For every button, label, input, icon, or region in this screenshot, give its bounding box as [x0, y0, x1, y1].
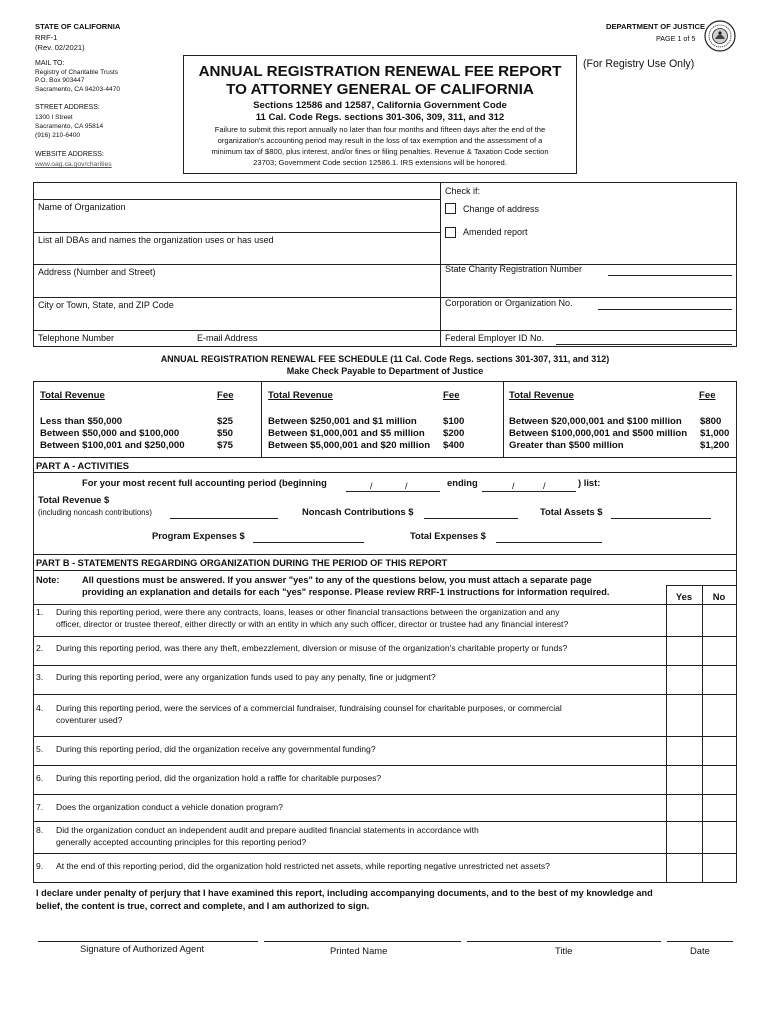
divider: [736, 381, 737, 457]
question-number: 4.: [36, 703, 44, 713]
divider: [33, 381, 737, 382]
charity-registration-label: State Charity Registration Number: [445, 264, 583, 274]
mail-line: Sacramento, CA 94203-4470: [35, 86, 121, 93]
divider: [33, 570, 737, 571]
question-text: During this reporting period, were the services of a commercial fundraiser, fundraising counsel for charitable purposes, or commercial: [56, 703, 562, 713]
divider: [33, 736, 737, 737]
city-state-zip-input[interactable]: [36, 312, 436, 326]
question-number: 7.: [36, 802, 44, 812]
department-label: DEPARTMENT OF JUSTICE: [606, 22, 706, 31]
check-if-label: Check if:: [445, 186, 481, 196]
date-slash: /: [543, 481, 546, 491]
corporation-number-label: Corporation or Organization No.: [445, 298, 573, 308]
form-id: RRF-1: [35, 33, 58, 42]
question-number: 5.: [36, 744, 44, 754]
divider: [33, 694, 737, 695]
fee-schedule-title: ANNUAL REGISTRATION RENEWAL FEE SCHEDULE (11 Cal. Code Regs. sections 301-307, 311, and 312): [160, 354, 610, 364]
website-label: WEBSITE ADDRESS:: [35, 151, 104, 158]
notice-line: organization's accounting period may result in the loss of tax exemption and the assessment of a: [217, 136, 543, 145]
fee-amount: $400: [443, 440, 465, 451]
part-b-heading: PART B - STATEMENTS REGARDING ORGANIZATION DURING THE PERIOD OF THIS REPORT: [36, 558, 448, 568]
date-label: Date: [690, 945, 710, 956]
q7-no-cell[interactable]: [703, 795, 736, 820]
question-number: 6.: [36, 773, 44, 783]
fee-col-header: Fee: [699, 390, 716, 401]
total-expenses-input[interactable]: [496, 542, 602, 543]
fee-range: Between $50,000 and $100,000: [40, 428, 180, 439]
city-state-zip-label: City or Town, State, and ZIP Code: [38, 300, 174, 310]
date-slash: /: [512, 481, 515, 491]
q7-yes-cell[interactable]: [667, 795, 701, 820]
list-label: ) list:: [578, 477, 601, 488]
notice-line: Failure to submit this report annually no later than four months and fifteen days after the end of the: [214, 125, 546, 134]
date-slash: /: [370, 481, 373, 491]
fee-schedule-payable: Make Check Payable to Department of Justice: [286, 366, 484, 376]
divider: [503, 381, 504, 457]
charity-registration-input[interactable]: [608, 275, 732, 276]
divider: [33, 381, 34, 457]
total-expenses-label: Total Expenses $: [410, 530, 486, 541]
question-number: 1.: [36, 607, 44, 617]
mail-line: Registry of Charitable Trusts: [35, 69, 119, 76]
mail-line: P.O. Box 903447: [35, 77, 85, 84]
fee-amount: $800: [700, 416, 722, 427]
question-text: At the end of this reporting period, did the organization hold restricted net assets, while reporting negative unrestricted net assets?: [56, 861, 550, 871]
statute-sections: Sections 12586 and 12587, California Government Code: [253, 100, 507, 111]
period-end-input[interactable]: [482, 491, 576, 492]
signature-line: [38, 941, 258, 942]
printed-name-field[interactable]: [264, 920, 461, 940]
question-text: During this reporting period, were there any contracts, loans, leases or other financial transactions between the organization and any: [56, 607, 560, 617]
fee-amount: $25: [217, 416, 234, 427]
q5-yes-cell[interactable]: [667, 737, 701, 764]
question-text: During this reporting period, did the organization hold a raffle for charitable purposes?: [56, 773, 382, 783]
q3-yes-cell[interactable]: [667, 666, 701, 693]
street-line: 1300 I Street: [35, 114, 73, 121]
org-name-input[interactable]: [36, 214, 436, 228]
state-seal-icon: [704, 20, 736, 52]
q2-no-cell[interactable]: [703, 637, 736, 664]
fee-range: Between $20,000,001 and $100 million: [509, 416, 682, 427]
fee-range: Between $5,000,001 and $20 million: [268, 440, 431, 451]
divider: [261, 381, 262, 457]
fee-col-header: Fee: [217, 390, 234, 401]
q8-no-cell[interactable]: [703, 822, 736, 852]
divider: [33, 636, 737, 637]
note-line: All questions must be answered. If you answer "yes" to any of the questions below, you must attach a separate page: [82, 575, 592, 585]
state-label: STATE OF CALIFORNIA: [35, 22, 121, 31]
divider: [33, 794, 737, 795]
fein-input[interactable]: [556, 344, 732, 345]
note-line: providing an explanation and details for each "yes" response. Please review RRF-1 instructions for information required.: [82, 587, 610, 597]
corporation-number-input[interactable]: [598, 309, 732, 310]
divider: [33, 346, 737, 347]
change-of-address-checkbox[interactable]: [445, 203, 456, 214]
q4-no-cell[interactable]: [703, 695, 736, 735]
period-label: For your most recent full accounting period (beginning: [82, 477, 327, 488]
divider: [33, 457, 737, 458]
form-title-line2: TO ATTORNEY GENERAL OF CALIFORNIA: [226, 81, 534, 98]
divider: [666, 585, 736, 586]
divider: [33, 199, 440, 200]
fee-amount: $75: [217, 440, 234, 451]
signature-label: Signature of Authorized Agent: [80, 943, 205, 954]
q4-yes-cell[interactable]: [667, 695, 701, 735]
telephone-label: Telephone Number: [38, 333, 115, 343]
change-of-address-label: Change of address: [463, 204, 540, 214]
page-number: PAGE 1 of 5: [656, 34, 696, 43]
question-text: During this reporting period, was there any theft, embezzlement, diversion or misuse of the organization's charitable property or funds?: [56, 643, 568, 653]
website-link[interactable]: www.oag.ca.gov/charities: [35, 161, 112, 168]
declaration-line: I declare under penalty of perjury that I have examined this report, including accompanying documents, and to the best of my knowledge and: [36, 888, 653, 898]
q1-no-cell[interactable]: [703, 605, 736, 635]
fee-amount: $200: [443, 428, 465, 439]
question-text: generally accepted accounting principles for this reporting period?: [56, 837, 307, 847]
divider: [33, 182, 737, 183]
date-line: [667, 941, 733, 942]
q6-no-cell[interactable]: [703, 766, 736, 793]
fee-range: Less than $50,000: [40, 416, 123, 427]
dba-input[interactable]: [36, 247, 436, 261]
date-slash: /: [405, 481, 408, 491]
question-text: During this reporting period, were any organization funds used to pay any penalty, fine or judgment?: [56, 672, 436, 682]
question-number: 9.: [36, 861, 44, 871]
noncash-note: (including noncash contributions): [38, 508, 152, 517]
no-column-header: No: [712, 591, 726, 602]
divider: [33, 232, 440, 233]
declaration-line: belief, the content is true, correct and complete, and I am authorized to sign.: [36, 901, 370, 911]
q9-yes-cell[interactable]: [667, 854, 701, 881]
divider: [33, 297, 737, 298]
mail-to-label: MAIL TO:: [35, 60, 65, 67]
notice-line: 23703; Government Code section 12586.1. IRS extensions will be honored.: [253, 158, 507, 167]
question-number: 8.: [36, 825, 44, 835]
noncash-contributions-input[interactable]: [424, 518, 518, 519]
q2-yes-cell[interactable]: [667, 637, 701, 664]
fee-amount: $100: [443, 416, 465, 427]
fee-col-header: Total Revenue: [40, 390, 105, 401]
divider: [33, 765, 737, 766]
divider: [33, 821, 737, 822]
address-label: Address (Number and Street): [38, 267, 156, 277]
q6-yes-cell[interactable]: [667, 766, 701, 793]
q3-no-cell[interactable]: [703, 666, 736, 693]
signature-field[interactable]: [38, 920, 258, 940]
fee-range: Between $100,000,001 and $500 million: [509, 428, 688, 439]
divider: [33, 665, 737, 666]
question-text: Did the organization conduct an independent audit and prepare audited financial statements in accordance with: [56, 825, 479, 835]
q1-yes-cell[interactable]: [667, 605, 701, 635]
part-a-heading: PART A - ACTIVITIES: [36, 460, 130, 471]
yes-column-header: Yes: [675, 591, 693, 602]
fee-range: Between $100,001 and $250,000: [40, 440, 185, 451]
q9-no-cell[interactable]: [703, 854, 736, 881]
question-text: coventurer used?: [56, 715, 123, 725]
street-line: Sacramento, CA 95814: [35, 123, 104, 130]
street-line: (916) 210-6400: [35, 132, 81, 139]
form-title-line1: ANNUAL REGISTRATION RENEWAL FEE REPORT: [198, 63, 562, 80]
org-name-label: Name of Organization: [38, 202, 126, 212]
question-text: Does the organization conduct a vehicle donation program?: [56, 802, 283, 812]
fee-amount: $1,200: [700, 440, 730, 451]
fee-range: Between $1,000,001 and $5 million: [268, 428, 425, 439]
question-number: 3.: [36, 672, 44, 682]
noncash-contributions-label: Noncash Contributions $: [302, 506, 414, 517]
printed-name-label: Printed Name: [330, 945, 388, 956]
question-text: During this reporting period, did the organization receive any governmental funding?: [56, 744, 376, 754]
total-assets-input[interactable]: [611, 518, 711, 519]
printed-name-line: [264, 941, 461, 942]
title-label: Title: [555, 945, 573, 956]
divider: [33, 554, 737, 555]
period-ending-label: ending: [447, 477, 478, 488]
program-expenses-input[interactable]: [253, 542, 364, 543]
fee-col-header: Fee: [443, 390, 460, 401]
fee-amount: $50: [217, 428, 234, 439]
q5-no-cell[interactable]: [703, 737, 736, 764]
fee-amount: $1,000: [700, 428, 730, 439]
note-label: Note:: [36, 575, 60, 585]
regulation-sections: 11 Cal. Code Regs. sections 301-306, 309, 311, and 312: [255, 112, 505, 123]
fee-range: Greater than $500 million: [509, 440, 624, 451]
fee-range: Between $250,001 and $1 million: [268, 416, 417, 427]
email-label: E-mail Address: [197, 333, 258, 343]
title-field[interactable]: [467, 920, 661, 940]
street-address-label: STREET ADDRESS:: [35, 104, 100, 111]
question-number: 2.: [36, 643, 44, 653]
divider: [33, 472, 737, 473]
q8-yes-cell[interactable]: [667, 822, 701, 852]
divider: [33, 853, 737, 854]
fein-label: Federal Employer ID No.: [445, 333, 545, 343]
title-line: [467, 941, 661, 942]
total-assets-label: Total Assets $: [540, 506, 603, 517]
form-revision: (Rev. 02/2021): [35, 43, 85, 52]
divider: [33, 604, 737, 605]
address-input[interactable]: [36, 279, 436, 293]
program-expenses-label: Program Expenses $: [152, 530, 245, 541]
date-field[interactable]: [667, 920, 733, 940]
notice-line: minimum tax of $800, plus interest, and/or fines or filing penalties. Revenue & Taxation Code section: [211, 147, 549, 156]
period-begin-input[interactable]: [346, 491, 440, 492]
fee-col-header: Total Revenue: [268, 390, 333, 401]
divider: [33, 882, 737, 883]
divider: [33, 264, 737, 265]
registry-use-label: (For Registry Use Only): [583, 58, 695, 70]
total-revenue-input[interactable]: [170, 518, 278, 519]
amended-report-checkbox[interactable]: [445, 227, 456, 238]
fee-col-header: Total Revenue: [509, 390, 574, 401]
amended-report-label: Amended report: [463, 227, 528, 237]
divider: [33, 330, 737, 331]
dba-label: List all DBAs and names the organization uses or has used: [38, 235, 274, 245]
total-revenue-label: Total Revenue $: [38, 494, 110, 505]
question-text: officer, director or trustee thereof, either directly or with an entity in which any such officer, director or trustee had any financial interest?: [56, 619, 569, 629]
